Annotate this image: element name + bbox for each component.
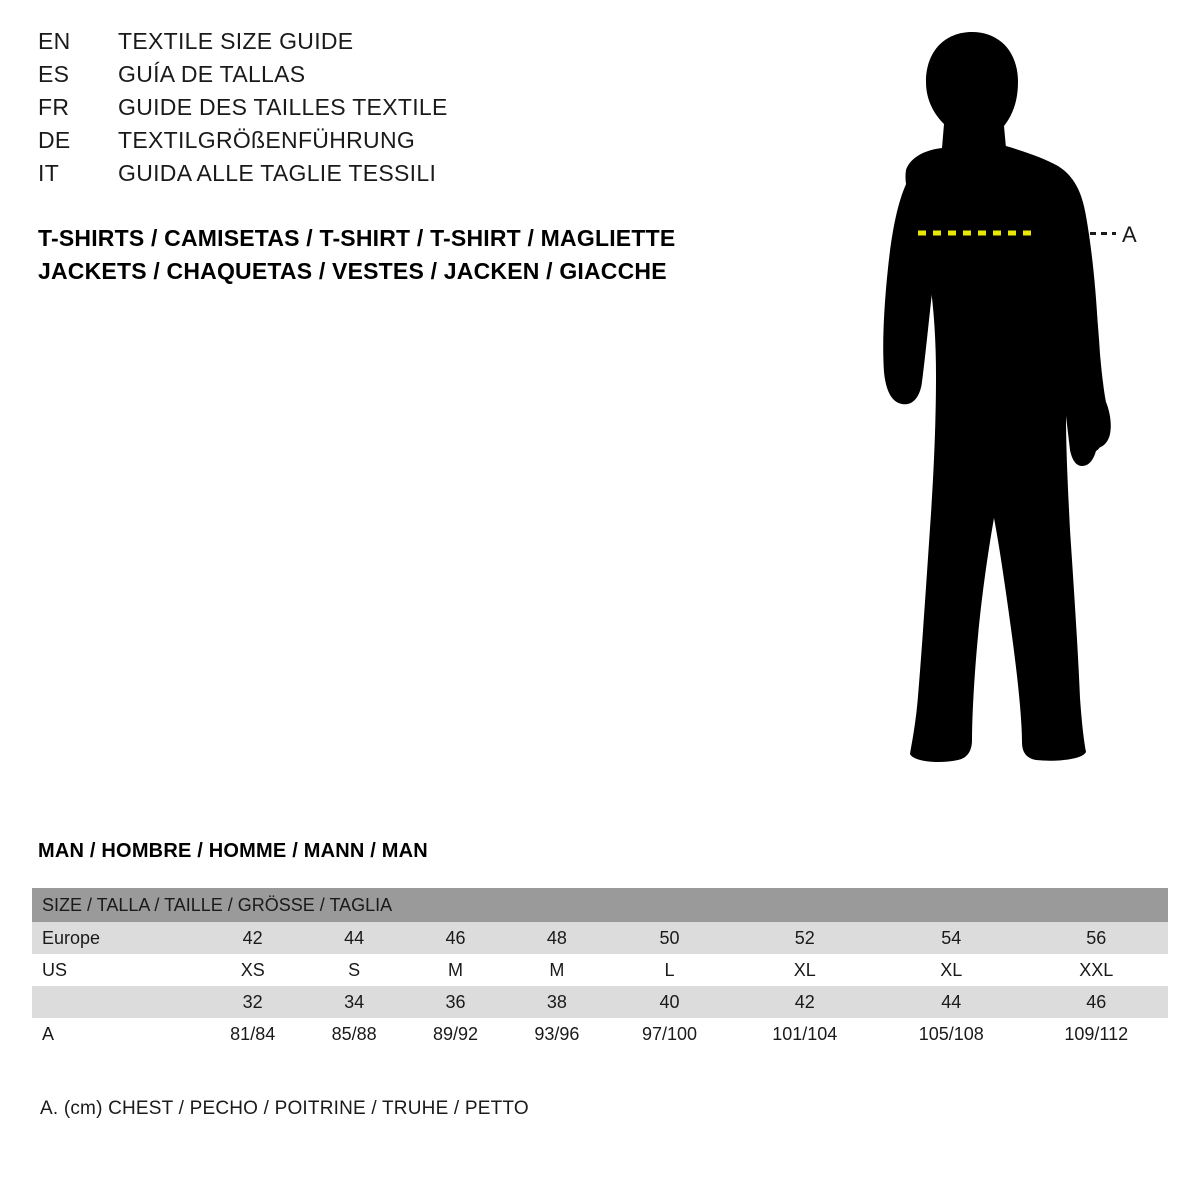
table-row bbox=[32, 986, 1168, 1018]
table-cell: 38 bbox=[506, 986, 607, 1018]
table-cell: 46 bbox=[405, 922, 506, 954]
table-cell: M bbox=[405, 954, 506, 986]
table-cell: 42 bbox=[202, 922, 303, 954]
size-table bbox=[32, 888, 1168, 1050]
language-row bbox=[38, 160, 738, 193]
table-row bbox=[32, 1018, 1168, 1050]
table-cell: XL bbox=[878, 954, 1024, 986]
table-cell: 85/88 bbox=[303, 1018, 404, 1050]
garment-type-block bbox=[38, 222, 798, 288]
table-cell: 97/100 bbox=[608, 1018, 732, 1050]
table-row bbox=[32, 922, 1168, 954]
table-header-label: SIZE / TALLA / TAILLE / GRÖSSE / TAGLIA bbox=[32, 888, 1168, 922]
garment-line-tshirts: T-SHIRTS / CAMISETAS / T-SHIRT / T-SHIRT / MAGLIETTE bbox=[38, 225, 676, 251]
body-silhouette-figure bbox=[830, 20, 1170, 800]
table-cell: 93/96 bbox=[506, 1018, 607, 1050]
table-cell: 44 bbox=[878, 986, 1024, 1018]
language-title: TEXTILE SIZE GUIDE bbox=[118, 28, 354, 54]
table-section-title: MAN / HOMBRE / HOMME / MANN / MAN bbox=[38, 840, 428, 862]
language-title: GUIDE DES TAILLES TEXTILE bbox=[118, 94, 448, 120]
language-title: GUIDA ALLE TAGLIE TESSILI bbox=[118, 160, 437, 186]
table-footnote: A. (cm) CHEST / PECHO / POITRINE / TRUHE / PETTO bbox=[40, 1098, 529, 1119]
language-row bbox=[38, 61, 738, 94]
language-code: FR bbox=[38, 94, 70, 120]
language-title: TEXTILGRÖßENFÜHRUNG bbox=[118, 127, 416, 153]
table-cell: M bbox=[506, 954, 607, 986]
table-cell: 105/108 bbox=[878, 1018, 1024, 1050]
table-cell: 48 bbox=[506, 922, 607, 954]
table-header-row bbox=[32, 888, 1168, 922]
row-label: A bbox=[32, 1018, 202, 1050]
row-label: Europe bbox=[32, 922, 202, 954]
language-row bbox=[38, 28, 738, 61]
table-cell: 36 bbox=[405, 986, 506, 1018]
table-cell: 42 bbox=[732, 986, 878, 1018]
table-cell: XS bbox=[202, 954, 303, 986]
table-cell: 56 bbox=[1024, 922, 1168, 954]
measure-label-a: A bbox=[1122, 222, 1137, 247]
row-label bbox=[32, 986, 202, 1018]
language-row bbox=[38, 94, 738, 127]
table-cell: XXL bbox=[1024, 954, 1168, 986]
table-cell: 44 bbox=[303, 922, 404, 954]
table-cell: 46 bbox=[1024, 986, 1168, 1018]
language-header-block bbox=[38, 28, 738, 193]
table-cell: 32 bbox=[202, 986, 303, 1018]
table-row bbox=[32, 954, 1168, 986]
table-cell: 52 bbox=[732, 922, 878, 954]
table-cell: 81/84 bbox=[202, 1018, 303, 1050]
table-cell: 89/92 bbox=[405, 1018, 506, 1050]
table-cell: 50 bbox=[608, 922, 732, 954]
table-cell: 40 bbox=[608, 986, 732, 1018]
language-title: GUÍA DE TALLAS bbox=[118, 61, 306, 87]
table-cell: L bbox=[608, 954, 732, 986]
table-cell: S bbox=[303, 954, 404, 986]
table-cell: XL bbox=[732, 954, 878, 986]
table-cell: 101/104 bbox=[732, 1018, 878, 1050]
measure-leader-dashes bbox=[1090, 232, 1116, 235]
language-code: EN bbox=[38, 28, 71, 54]
language-code: ES bbox=[38, 61, 70, 87]
table-cell: 54 bbox=[878, 922, 1024, 954]
language-row bbox=[38, 127, 738, 160]
garment-line-jackets: JACKETS / CHAQUETAS / VESTES / JACKEN / GIACCHE bbox=[38, 258, 667, 284]
table-cell: 34 bbox=[303, 986, 404, 1018]
row-label: US bbox=[32, 954, 202, 986]
language-code: IT bbox=[38, 160, 60, 186]
table-cell: 109/112 bbox=[1024, 1018, 1168, 1050]
language-code: DE bbox=[38, 127, 71, 153]
